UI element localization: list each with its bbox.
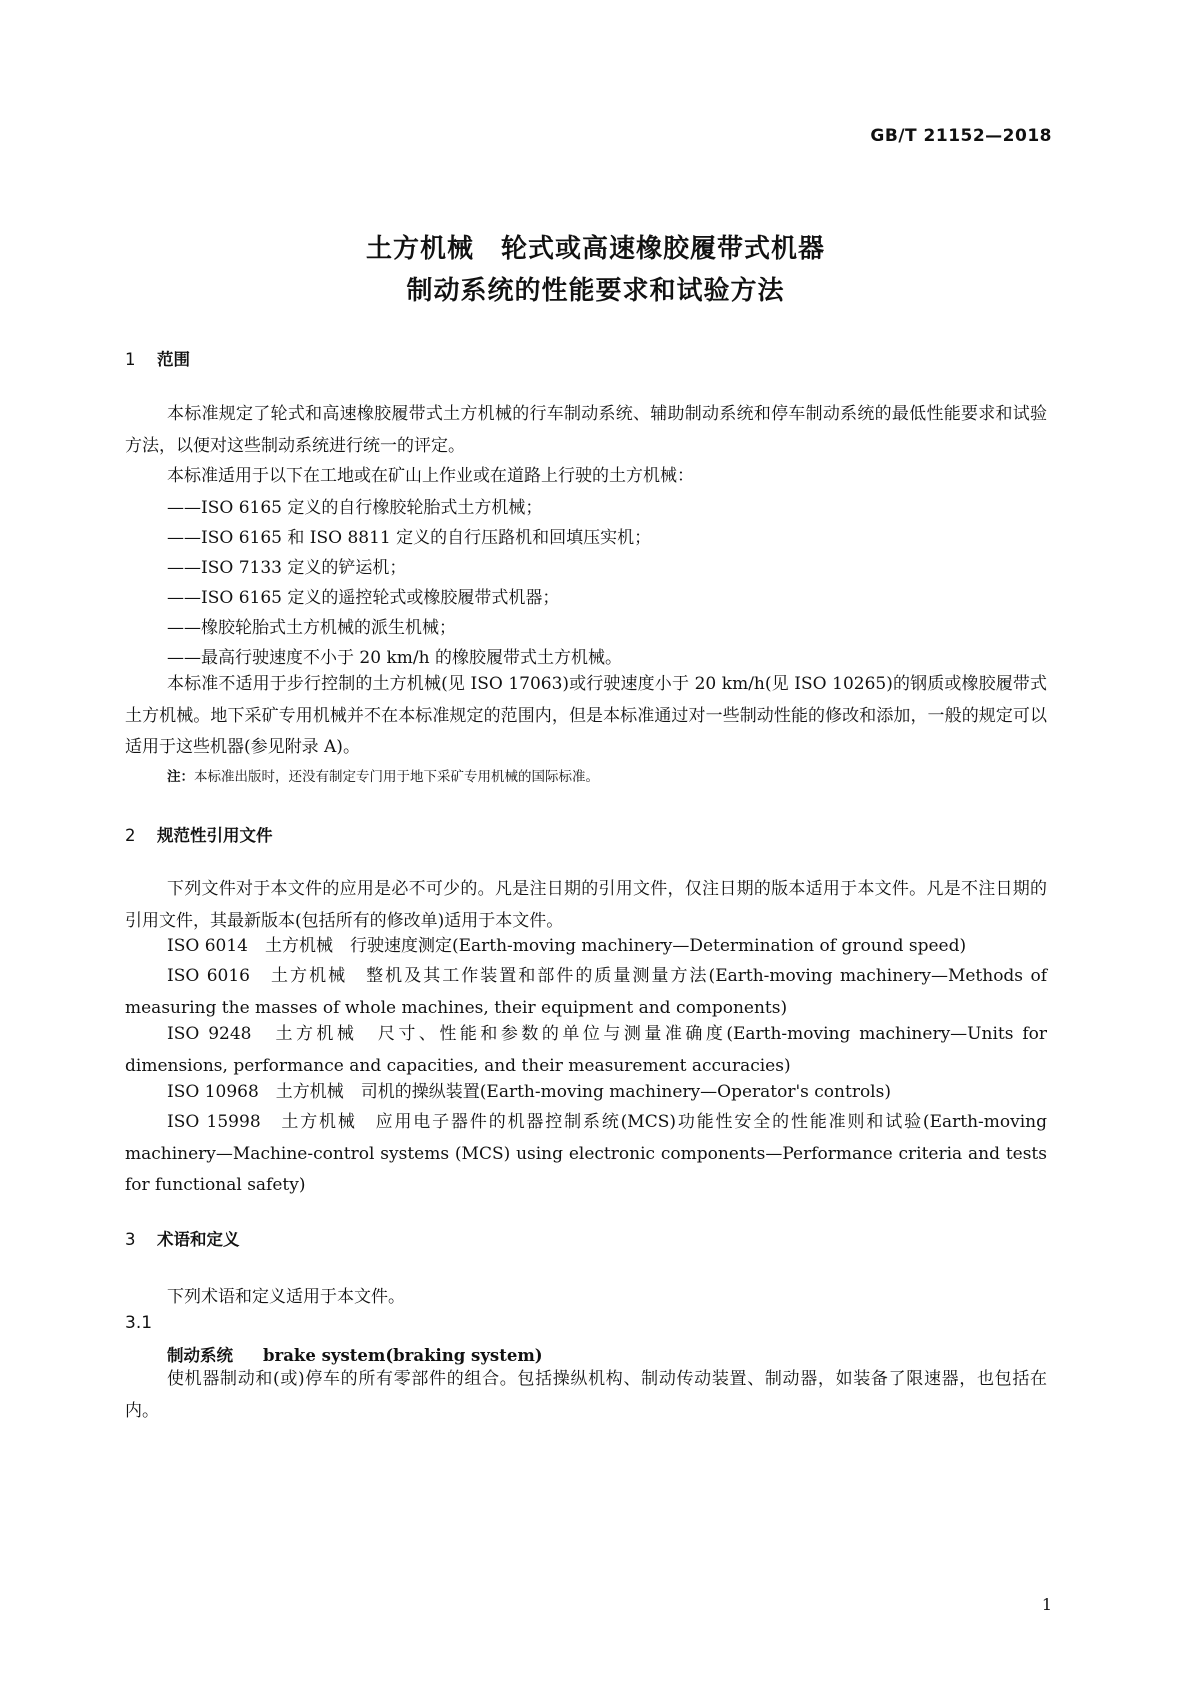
reference-item: ISO 10968 土方机械 司机的操纵装置(Earth-moving machinery—Operator's controls) [167, 1082, 891, 1102]
reference-item: ISO 9248 土方机械 尺寸、性能和参数的单位与测量准确度(Earth-moving machinery—Units for dimensions, performance and capacities, and their measurement accuracies) [125, 1024, 1047, 1076]
document-title [0, 228, 1191, 312]
section-3-heading [125, 1226, 240, 1250]
section-1-heading [125, 346, 190, 370]
section-title: 规范性引用文件 [157, 826, 273, 845]
section-number: 3 [125, 1230, 136, 1249]
term-english: brake system(braking system) [263, 1346, 543, 1365]
list-item: ——ISO 7133 定义的铲运机； [167, 558, 407, 578]
note [167, 765, 599, 785]
reference-item: ISO 15998 土方机械 应用电子器件的机器控制系统(MCS)功能性安全的性能准则和试验(Earth-moving machinery—Machine-control systems (MCS) using electronic components—Performance criteria and tests for functional safety) [125, 1112, 1047, 1195]
title-line-1: 土方机械 轮式或高速橡胶履带式机器 [365, 234, 825, 264]
section-1-paragraph-1: 本标准规定了轮式和高速橡胶履带式土方机械的行车制动系统、辅助制动系统和停车制动系统的最低性能要求和试验方法，以便对这些制动系统进行统一的评定。 [125, 404, 1047, 456]
subsection-number: 3.1 [125, 1313, 153, 1333]
page-number: 1 [1041, 1595, 1052, 1614]
note-text: 本标准出版时，还没有制定专门用于地下采矿专用机械的国际标准。 [194, 769, 599, 785]
section-3-paragraph-1: 下列术语和定义适用于本文件。 [167, 1287, 405, 1307]
section-1-paragraph-2: 本标准适用于以下在工地或在矿山上作业或在道路上行驶的土方机械： [167, 466, 694, 486]
section-number: 1 [125, 350, 136, 369]
standard-code: GB/T 21152—2018 [870, 126, 1052, 146]
term-entry [167, 1342, 543, 1366]
section-2-heading [125, 822, 273, 846]
reference-item: ISO 6014 土方机械 行驶速度测定(Earth-moving machinery—Determination of ground speed) [167, 936, 967, 956]
term-definition: 使机器制动和(或)停车的所有零部件的组合。包括操纵机构、制动传动装置、制动器，如装备了限速器，也包括在内。 [125, 1369, 1047, 1421]
term-chinese: 制动系统 [167, 1346, 233, 1365]
note-label: 注： [167, 769, 194, 785]
title-line-2: 制动系统的性能要求和试验方法 [406, 276, 785, 306]
section-2-paragraph-1: 下列文件对于本文件的应用是必不可少的。凡是注日期的引用文件，仅注日期的版本适用于本文件。凡是不注日期的引用文件，其最新版本(包括所有的修改单)适用于本文件。 [125, 879, 1047, 931]
reference-item: ISO 6016 土方机械 整机及其工作装置和部件的质量测量方法(Earth-moving machinery—Methods of measuring the masses of whole machines, their equipment and components) [125, 966, 1047, 1018]
section-title: 术语和定义 [157, 1230, 240, 1249]
list-item: ——橡胶轮胎式土方机械的派生机械； [167, 618, 456, 638]
list-item: ——ISO 6165 定义的自行橡胶轮胎式土方机械； [167, 498, 543, 518]
section-1-paragraph-3: 本标准不适用于步行控制的土方机械(见 ISO 17063)或行驶速度小于 20 km/h(见 ISO 10265)的钢质或橡胶履带式土方机械。地下采矿专用机械并不在本标准规定的范围内，但是本标准通过对一些制动性能的修改和添加，一般的规定可以适用于这些机器(参见附录 A)。 [125, 674, 1047, 757]
section-number: 2 [125, 826, 136, 845]
list-item: ——ISO 6165 和 ISO 8811 定义的自行压路机和回填压实机； [167, 528, 652, 548]
section-title: 范围 [157, 350, 190, 369]
list-item: ——最高行驶速度不小于 20 km/h 的橡胶履带式土方机械。 [167, 648, 622, 668]
list-item: ——ISO 6165 定义的遥控轮式或橡胶履带式机器； [167, 588, 560, 608]
